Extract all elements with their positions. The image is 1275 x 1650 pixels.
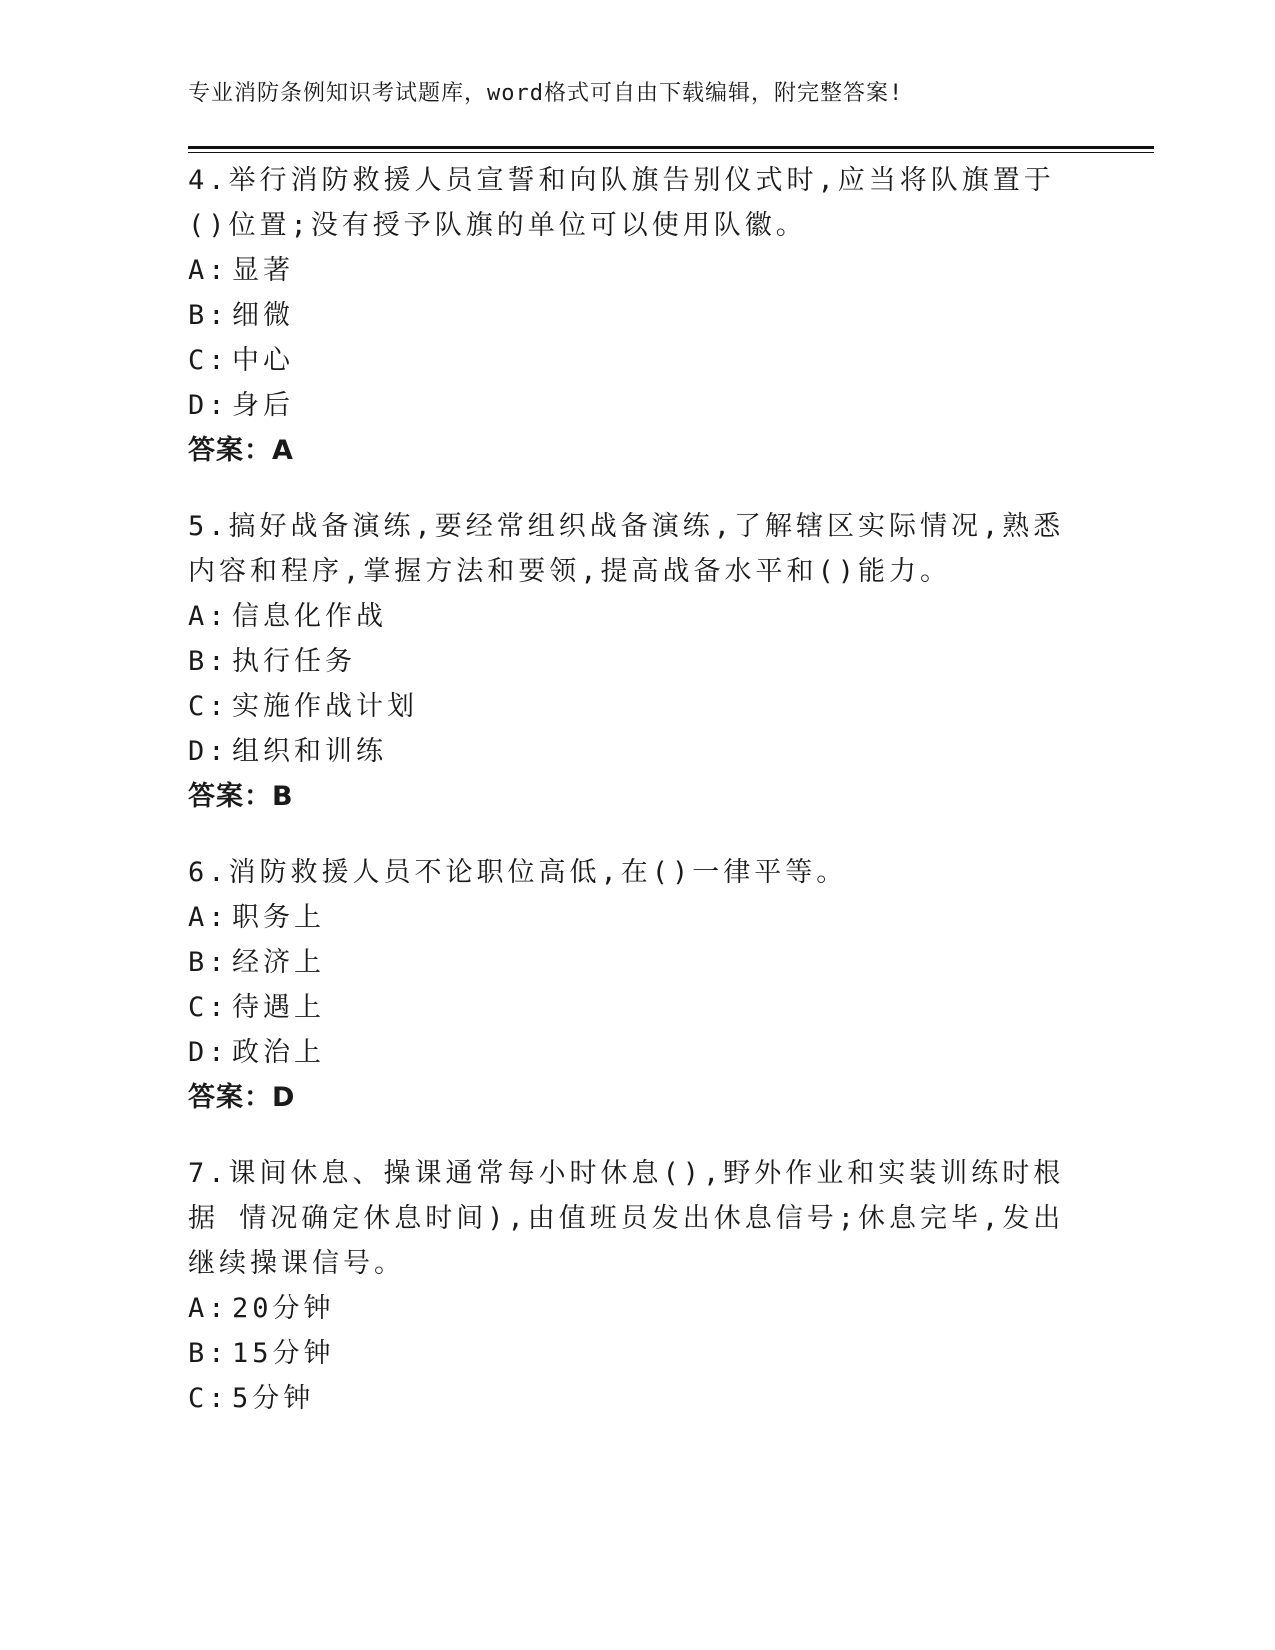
option-key: D:: [188, 1037, 229, 1068]
option-text: 政治上: [232, 1037, 325, 1068]
option-key: A:: [188, 601, 229, 632]
option-key: A:: [188, 255, 229, 286]
option-key: B:: [188, 947, 229, 978]
question-6: [188, 850, 1088, 1121]
option-key: C:: [188, 992, 229, 1023]
option-b: [188, 293, 1088, 338]
option-text: 经济上: [232, 947, 325, 978]
option-d: [188, 1030, 1088, 1075]
header-rule-thick: [188, 146, 1154, 149]
option-text: 身后: [232, 390, 294, 421]
option-b: [188, 639, 1088, 684]
option-key: A:: [188, 1293, 229, 1324]
question-text: 7.课间休息、操课通常每小时休息(),野外作业和实装训练时根据 情况确定休息时间),由值班员发出休息信号;休息完毕,发出继续操课信号。: [188, 1158, 1065, 1279]
option-text: 实施作战计划: [232, 691, 418, 722]
option-key: C:: [188, 691, 229, 722]
option-key: B:: [188, 646, 229, 677]
option-key: C:: [188, 345, 229, 376]
option-a: [188, 895, 1088, 940]
option-text: 5分钟: [232, 1383, 315, 1414]
option-d: [188, 383, 1088, 428]
header-rule-thin: [188, 152, 1154, 153]
option-key: C:: [188, 1383, 229, 1414]
question-4: [188, 158, 1088, 474]
option-text: 20分钟: [232, 1293, 335, 1324]
answer-line: 答案：D: [188, 1082, 296, 1113]
option-c: [188, 338, 1088, 383]
question-7: [188, 1151, 1088, 1421]
option-b: [188, 1331, 1088, 1376]
option-c: [188, 684, 1088, 729]
option-key: B:: [188, 1338, 229, 1369]
option-text: 15分钟: [232, 1338, 335, 1369]
question-5: [188, 504, 1088, 820]
option-a: [188, 1286, 1088, 1331]
answer-line: 答案：A: [188, 435, 294, 466]
option-key: B:: [188, 300, 229, 331]
option-a: [188, 248, 1088, 293]
option-key: D:: [188, 390, 229, 421]
option-text: 职务上: [232, 902, 325, 933]
question-text: 6.消防救援人员不论职位高低,在()一律平等。: [188, 857, 848, 888]
option-c: [188, 985, 1088, 1030]
option-text: 显著: [232, 255, 294, 286]
option-key: A:: [188, 902, 229, 933]
option-c: [188, 1376, 1088, 1421]
question-list: [188, 158, 1088, 1451]
option-text: 信息化作战: [232, 601, 387, 632]
option-a: [188, 594, 1088, 639]
option-text: 组织和训练: [232, 736, 387, 767]
question-text: 4.举行消防救援人员宣誓和向队旗告别仪式时,应当将队旗置于()位置;没有授予队旗的单位可以使用队徽。: [188, 165, 1055, 241]
question-text: 5.搞好战备演练,要经常组织战备演练,了解辖区实际情况,熟悉内容和程序,掌握方法和要领,提高战备水平和()能力。: [188, 511, 1065, 587]
option-text: 中心: [232, 345, 294, 376]
answer-line: 答案：B: [188, 781, 294, 812]
option-text: 细微: [232, 300, 294, 331]
option-text: 执行任务: [232, 646, 356, 677]
option-key: D:: [188, 736, 229, 767]
option-text: 待遇上: [232, 992, 325, 1023]
option-d: [188, 729, 1088, 774]
document-header: 专业消防条例知识考试题库，word格式可自由下载编辑，附完整答案!: [188, 81, 904, 106]
option-b: [188, 940, 1088, 985]
